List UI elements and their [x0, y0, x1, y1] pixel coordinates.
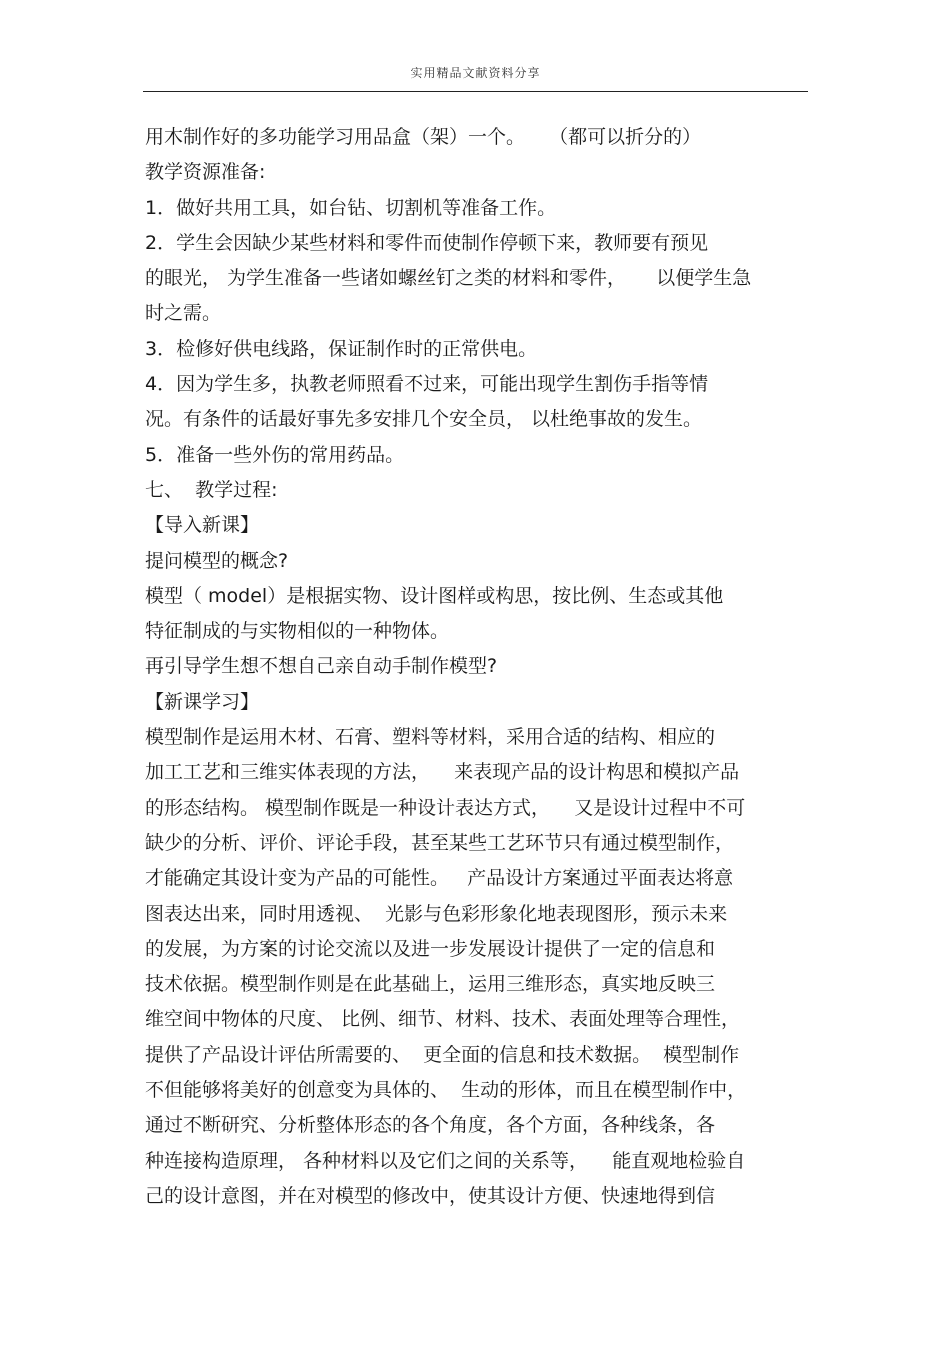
text-line: 用木制作好的多功能学习用品盒（架）一个。 （都可以折分的） [145, 126, 702, 148]
text-line: 况。有条件的话最好事先多安排几个安全员， 以杜绝事故的发生。 [145, 408, 703, 431]
text-line: 时之需。 [145, 302, 222, 325]
text-line: 才能确定其设计变为产品的可能性。 产品设计方案通过平面表达将意 [145, 867, 734, 890]
text-line: 加工工艺和三维实体表现的方法， 来表现产品的设计构思和模拟产品 [145, 761, 740, 784]
text-line: 提问模型的概念? [145, 549, 289, 572]
text-line: 种连接构造原理， 各种材料以及它们之间的关系等， 能直观地检验自 [145, 1149, 746, 1172]
text-line: 技术依据。模型制作则是在此基础上，运用三维形态，真实地反映三 [145, 973, 716, 996]
document-body [145, 120, 815, 1214]
text-line: 再引导学生想不想自己亲自动手制作模型? [145, 655, 498, 678]
text-line: 提供了产品设计评估所需要的、 更全面的信息和技术数据。 模型制作 [145, 1043, 740, 1066]
subsection-heading: 【导入新课】 [145, 514, 260, 537]
text-line: 缺少的分析、评价、评论手段，甚至某些工艺环节只有通过模型制作， [145, 831, 735, 854]
text-line: 模型制作是运用木材、石膏、塑料等材料，采用合适的结构、相应的 [145, 726, 716, 749]
text-line: 5．准备一些外伤的常用药品。 [145, 443, 405, 466]
text-line: 维空间中物体的尺度、 比例、细节、材料、技术、表面处理等合理性， [145, 1008, 741, 1031]
section-heading: 七、 教学过程: [145, 478, 278, 501]
text-line: 特征制成的与实物相似的一种物体。 [145, 620, 450, 643]
text-line: 的形态结构。 模型制作既是一种设计表达方式， 又是设计过程中不可 [145, 796, 746, 819]
text-line: 己的设计意图，并在对模型的修改中，使其设计方便、快速地得到信 [145, 1184, 716, 1207]
text-line: 不但能够将美好的创意变为具体的、 生动的形体，而且在模型制作中， [145, 1079, 747, 1102]
text-line: 3．检修好供电线路，保证制作时的正常供电。 [145, 337, 538, 360]
text-line: 的发展，为方案的讨论交流以及进一步发展设计提供了一定的信息和 [145, 937, 716, 960]
text-line: 4．因为学生多，执教老师照看不过来，可能出现学生割伤手指等情 [145, 373, 709, 396]
page-header: 实用精品文献资料分享 [410, 66, 541, 80]
subsection-heading: 【新课学习】 [145, 690, 260, 713]
header-divider [143, 91, 808, 92]
text-line: 教学资源准备: [145, 161, 266, 184]
text-line: 2．学生会因缺少某些材料和零件而使制作停顿下来，教师要有预见 [145, 231, 709, 254]
text-line: 1．做好共用工具，如台钻、切割机等准备工作。 [145, 196, 557, 219]
text-line: 模型（ model）是根据实物、设计图样或构思，按比例、生态或其他 [145, 584, 724, 607]
text-line: 通过不断研究、分析整体形态的各个角度，各个方面，各种线条，各 [145, 1114, 716, 1137]
text-line: 图表达出来，同时用透视、 光影与色彩形象化地表现图形，预示未来 [145, 902, 728, 925]
text-line: 的眼光， 为学生准备一些诸如螺丝钉之类的材料和零件， 以便学生急 [145, 267, 752, 290]
